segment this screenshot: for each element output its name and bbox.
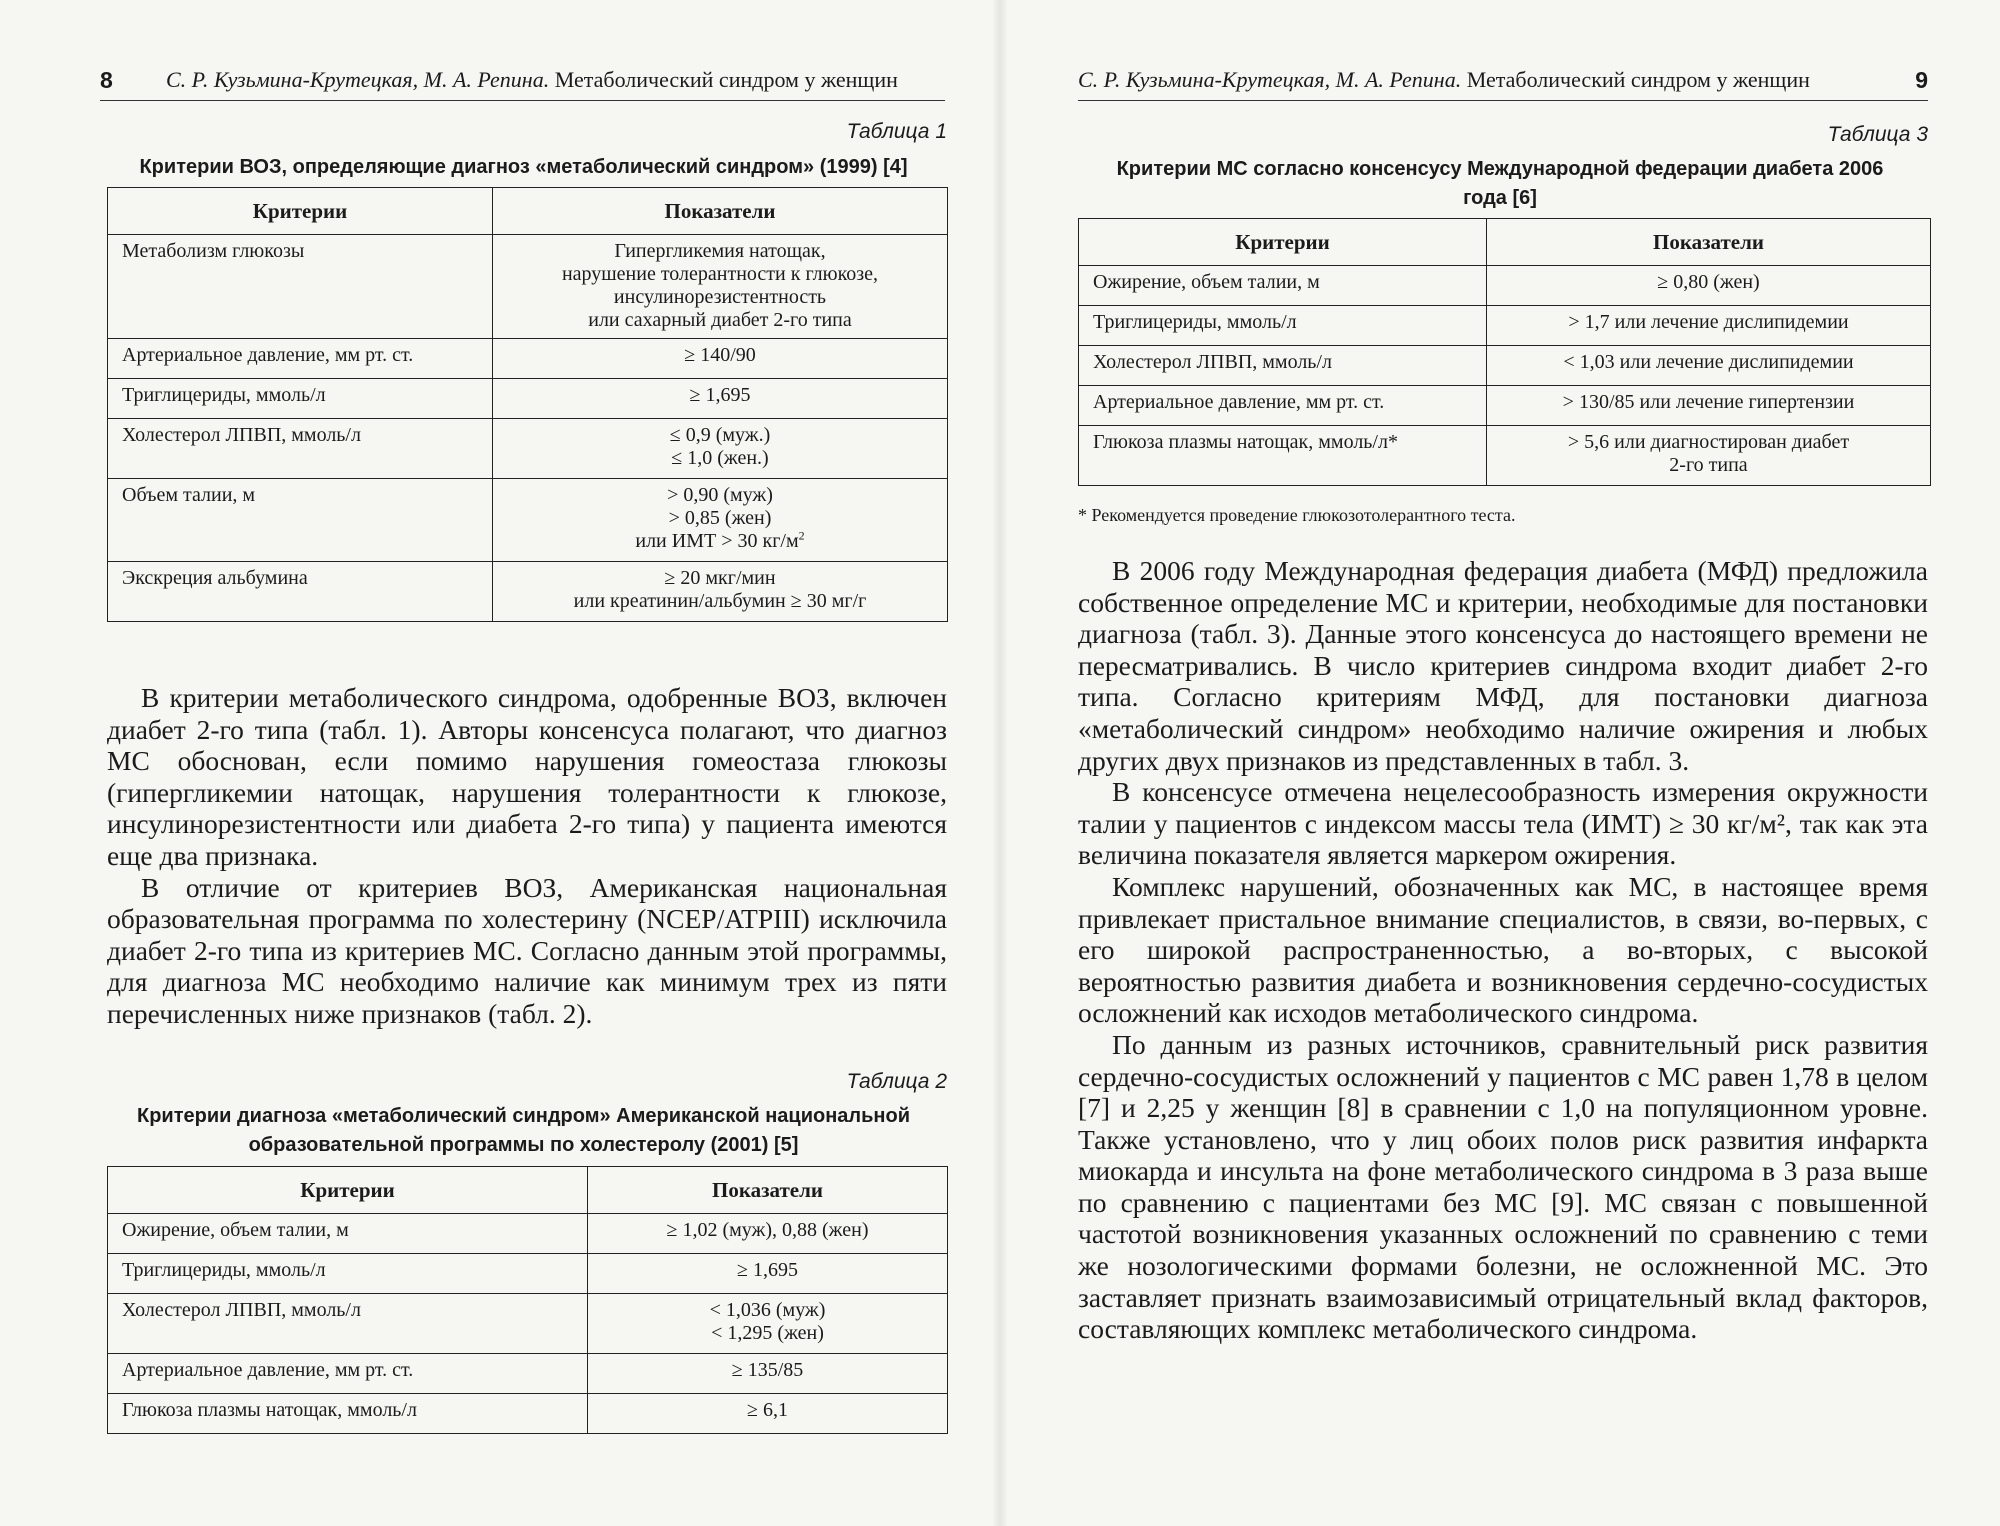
table2-header-criteria: Критерии <box>108 1167 588 1214</box>
right-paragraph-2: В консенсусе отмечена нецелесообразность измерения окружности талии у пациентов с индексом массы тела (ИМТ) ≥ 30 кг/м², так как эта величина показателя является маркером ожирения. <box>1078 776 1928 871</box>
table3-title: Критерии МС согласно консенсусу Международной федерации диабета 2006 года [6] <box>1116 158 1884 209</box>
table2-row-3-criterion: Холестерол ЛПВП, ммоль/л <box>108 1294 588 1354</box>
left-paragraph-1: В критерии метаболического синдрома, одобренные ВОЗ, включен диабет 2-го типа (табл. 1). Авторы консенсуса полагают, что диагноз МС обоснован, если помимо нарушения гомеостаза глюкозы (гипергликемии натощак, нарушения толерантности к глюкозе, инсулинорезистентности или диабета 2-го типа) у пациента имеются еще два признака. <box>107 682 947 871</box>
right-running-title <box>1078 62 1810 98</box>
left-running-title <box>166 62 898 98</box>
right-head-authors: С. Р. Кузьмина-Крутецкая, М. А. Репина. <box>1078 67 1462 92</box>
table1-row-1-value: Гипергликемия натощак, нарушение толерантности к глюкозе, инсулинорезистентность или сахарный диабет 2-го типа <box>493 235 948 339</box>
table3-row-5-value: > 5,6 или диагностирован диабет 2-го типа <box>1487 426 1931 486</box>
table2-row-4-criterion: Артериальное давление, мм рт. ст. <box>108 1354 588 1394</box>
table3-row-2-criterion: Триглицериды, ммоль/л <box>1079 306 1487 346</box>
right-paragraph-3: Комплекс нарушений, обозначенных как МС, в настоящее время привлекает пристальное внимание специалистов, в связи, во-первых, с его широкой распространенностью, а во-вторых, с высокой вероятностью развития диабета и возникновения сердечно-сосудистых осложнений как исходов метаболического синдрома. <box>1078 870 1928 1029</box>
table3-row-3-criterion: Холестерол ЛПВП, ммоль/л <box>1079 346 1487 386</box>
table1-row-4-criterion: Холестерол ЛПВП, ммоль/л <box>108 419 493 479</box>
right-running-head <box>1078 62 1928 101</box>
table3-row-3-value: < 1,03 или лечение дислипидемии <box>1487 346 1931 386</box>
table2-header-values: Показатели <box>588 1167 948 1214</box>
table3-label: Таблица 3 <box>1827 123 1928 146</box>
left-page-number: 8 <box>100 67 113 93</box>
table3 <box>1078 218 1931 486</box>
table1-header-values: Показатели <box>493 188 948 235</box>
table1-header-criteria: Критерии <box>108 188 493 235</box>
left-body-text <box>107 682 947 1030</box>
right-head-title: Метаболический синдром у женщин <box>1466 67 1810 92</box>
right-paragraph-1: В 2006 году Международная федерация диабета (МФД) предложила собственное определение МС и критерии, необходимые для постановки диагноза (табл. 3). Данные этого консенсуса до настоящего времени не пересматривались. В число критериев синдрома входит диабет 2-го типа. Согласно критериям МФД, для постановки диагноза «метаболический синдром» необходимо наличие ожирения и любых других двух признаков из представленных в табл. 3. <box>1078 555 1928 776</box>
table1-row-6-criterion: Экскреция альбумина <box>108 562 493 622</box>
table2-row-5-criterion: Глюкоза плазмы натощак, ммоль/л <box>108 1394 588 1434</box>
table3-row-4-criterion: Артериальное давление, мм рт. ст. <box>1079 386 1487 426</box>
table1-row-6-value: ≥ 20 мкг/мин или креатинин/альбумин ≥ 30 мг/г <box>493 562 948 622</box>
table3-row-2-value: > 1,7 или лечение дислипидемии <box>1487 306 1931 346</box>
table2-row-2-value: ≥ 1,695 <box>588 1254 948 1294</box>
table2-row-3-value: < 1,036 (муж) < 1,295 (жен) <box>588 1294 948 1354</box>
table2-row-1-value: ≥ 1,02 (муж), 0,88 (жен) <box>588 1214 948 1254</box>
table2-label: Таблица 2 <box>846 1070 947 1093</box>
table3-row-5-criterion: Глюкоза плазмы натощак, ммоль/л* <box>1079 426 1487 486</box>
table1-row-2-criterion: Артериальное давление, мм рт. ст. <box>108 339 493 379</box>
left-head-authors: С. Р. Кузьмина-Крутецкая, М. А. Репина. <box>166 67 550 92</box>
table2-row-4-value: ≥ 135/85 <box>588 1354 948 1394</box>
table1-row-5-value: > 0,90 (муж) > 0,85 (жен) <box>667 484 773 529</box>
table1-label: Таблица 1 <box>846 120 947 143</box>
table1 <box>107 187 948 622</box>
table1-row-5-value-cell <box>493 479 948 562</box>
table3-row-4-value: > 130/85 или лечение гипертензии <box>1487 386 1931 426</box>
table2-row-2-criterion: Триглицериды, ммоль/л <box>108 1254 588 1294</box>
table2-title: Критерии диагноза «метаболический синдром» Американской национальной образовательной программы по холестеролу (2001) [5] <box>136 1105 911 1156</box>
table1-row-5-value-sup: 2 <box>798 528 805 543</box>
table2 <box>107 1166 948 1434</box>
table1-row-1-criterion: Метаболизм глюкозы <box>108 235 493 339</box>
table2-row-5-value: ≥ 6,1 <box>588 1394 948 1434</box>
right-page-number: 9 <box>1915 67 1928 93</box>
table3-footnote: * Рекомендуется проведение глюкозотолерантного теста. <box>1078 505 1516 525</box>
table1-row-5-value-extra: или ИМТ > 30 кг/м <box>635 530 799 552</box>
table1-row-4-value: ≤ 0,9 (муж.) ≤ 1,0 (жен.) <box>493 419 948 479</box>
right-body-text <box>1078 555 1928 1345</box>
table1-row-5-criterion: Объем талии, м <box>108 479 493 562</box>
right-paragraph-4: По данным из разных источников, сравнительный риск развития сердечно-сосудистых осложнений у пациентов с МС равен 1,78 в целом [7] и 2,25 у женщин [8] в сравнении с 1,0 на популяционном уровне. Также установлено, что у лиц обоих полов риск развития инфаркта миокарда и инсульта на фоне метаболического синдрома в 3 раза выше по сравнению с пациентами без МС [9]. МС связан с повышенной частотой возникновения указанных осложнений по сравнению с теми же нозологическими формами болезни, не осложненной МС. Это заставляет признать взаимозависимый отрицательный вклад факторов, составляющих комплекс метаболического синдрома. <box>1078 1028 1928 1345</box>
table1-row-3-value: ≥ 1,695 <box>493 379 948 419</box>
table1-row-3-criterion: Триглицериды, ммоль/л <box>108 379 493 419</box>
table3-row-1-criterion: Ожирение, объем талии, м <box>1079 266 1487 306</box>
left-running-head <box>100 62 945 101</box>
table3-header-criteria: Критерии <box>1079 219 1487 266</box>
table1-title: Критерии ВОЗ, определяющие диагноз «метаболический синдром» (1999) [4] <box>139 156 908 178</box>
left-paragraph-2: В отличие от критериев ВОЗ, Американская национальная образовательная программа по холестерину (NCEP/ATPIII) исключила диабет 2-го типа из критериев МС. Согласно данным этой программы, для диагноза МС необходимо наличие как минимум трех из пяти перечисленных ниже признаков (табл. 2). <box>107 871 947 1029</box>
table2-row-1-criterion: Ожирение, объем талии, м <box>108 1214 588 1254</box>
table1-row-2-value: ≥ 140/90 <box>493 339 948 379</box>
left-head-title: Метаболический синдром у женщин <box>554 67 898 92</box>
table3-header-values: Показатели <box>1487 219 1931 266</box>
right-page <box>1000 0 2000 1526</box>
table3-row-1-value: ≥ 0,80 (жен) <box>1487 266 1931 306</box>
